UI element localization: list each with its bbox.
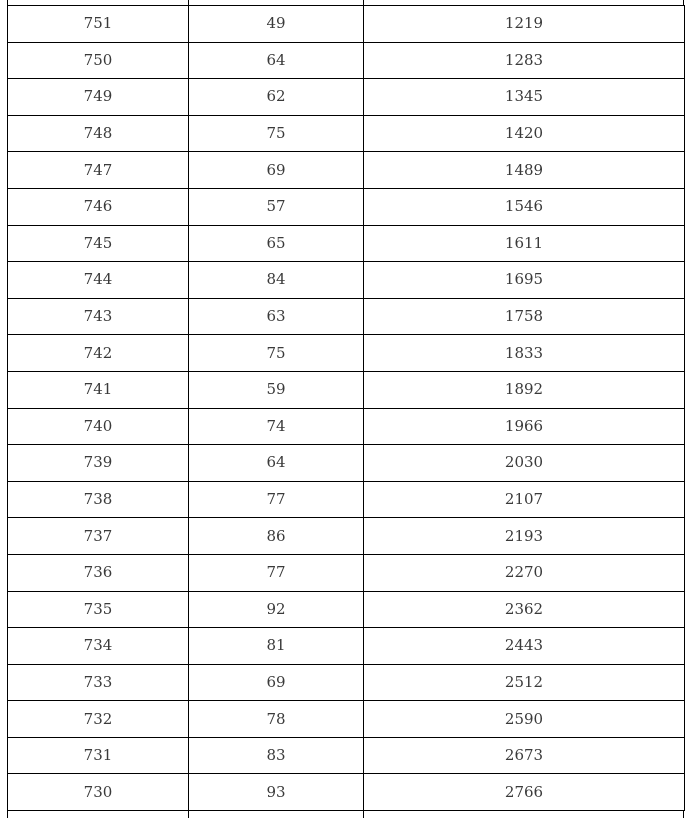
- count-cell: 69: [189, 152, 364, 189]
- count-cell: 77: [189, 481, 364, 518]
- score-cell: 748: [8, 115, 189, 152]
- cumulative-cell: 2107: [364, 481, 685, 518]
- score-cell: 746: [8, 188, 189, 225]
- count-cell: 74: [189, 408, 364, 445]
- table-bottom-stub: [7, 810, 684, 818]
- cumulative-cell: 2590: [364, 701, 685, 738]
- table-row: [8, 335, 685, 372]
- table-row: [8, 408, 685, 445]
- score-cell: 732: [8, 701, 189, 738]
- count-cell: 64: [189, 42, 364, 79]
- cumulative-cell: 2673: [364, 737, 685, 774]
- score-cell: 741: [8, 371, 189, 408]
- cumulative-cell: 1892: [364, 371, 685, 408]
- score-table-container: [7, 5, 684, 811]
- cumulative-cell: 2030: [364, 445, 685, 482]
- cumulative-cell: 2766: [364, 774, 685, 811]
- score-cell: 740: [8, 408, 189, 445]
- score-cell: 743: [8, 298, 189, 335]
- cumulative-cell: 1546: [364, 188, 685, 225]
- table-row: [8, 591, 685, 628]
- count-cell: 64: [189, 445, 364, 482]
- score-table-body: [8, 6, 685, 811]
- cumulative-cell: 1420: [364, 115, 685, 152]
- score-cell: 733: [8, 664, 189, 701]
- score-cell: 749: [8, 79, 189, 116]
- cumulative-cell: 1966: [364, 408, 685, 445]
- score-cell: 744: [8, 262, 189, 299]
- count-cell: 83: [189, 737, 364, 774]
- count-cell: 59: [189, 371, 364, 408]
- cumulative-cell: 2512: [364, 664, 685, 701]
- table-row: [8, 79, 685, 116]
- count-cell: 49: [189, 6, 364, 43]
- score-cell: 731: [8, 737, 189, 774]
- cumulative-cell: 1695: [364, 262, 685, 299]
- table-row: [8, 701, 685, 738]
- table-row: [8, 6, 685, 43]
- score-cell: 735: [8, 591, 189, 628]
- count-cell: 81: [189, 628, 364, 665]
- table-row: [8, 445, 685, 482]
- table-row: [8, 628, 685, 665]
- score-cell: 751: [8, 6, 189, 43]
- table-row: [8, 518, 685, 555]
- table-row: [8, 298, 685, 335]
- count-cell: 75: [189, 335, 364, 372]
- count-cell: 65: [189, 225, 364, 262]
- table-row: [8, 664, 685, 701]
- table-row: [8, 42, 685, 79]
- cumulative-cell: 1611: [364, 225, 685, 262]
- score-cell: 745: [8, 225, 189, 262]
- score-cell: 737: [8, 518, 189, 555]
- cumulative-cell: 1489: [364, 152, 685, 189]
- score-cell: 750: [8, 42, 189, 79]
- cumulative-cell: 1345: [364, 79, 685, 116]
- count-cell: 63: [189, 298, 364, 335]
- count-cell: 92: [189, 591, 364, 628]
- table-row: [8, 188, 685, 225]
- cumulative-cell: 2270: [364, 554, 685, 591]
- cumulative-cell: 1219: [364, 6, 685, 43]
- table-row: [8, 371, 685, 408]
- score-cell: 738: [8, 481, 189, 518]
- table-row: [8, 737, 685, 774]
- cumulative-cell: 1833: [364, 335, 685, 372]
- score-cell: 734: [8, 628, 189, 665]
- count-cell: 78: [189, 701, 364, 738]
- count-cell: 62: [189, 79, 364, 116]
- count-cell: 84: [189, 262, 364, 299]
- cumulative-cell: 2443: [364, 628, 685, 665]
- count-cell: 57: [189, 188, 364, 225]
- count-cell: 75: [189, 115, 364, 152]
- table-row: [8, 774, 685, 811]
- table-row: [8, 554, 685, 591]
- count-cell: 93: [189, 774, 364, 811]
- cumulative-cell: 1758: [364, 298, 685, 335]
- score-cell: 736: [8, 554, 189, 591]
- table-row: [8, 152, 685, 189]
- score-cell: 747: [8, 152, 189, 189]
- score-table: [7, 5, 685, 811]
- table-row: [8, 115, 685, 152]
- score-cell: 742: [8, 335, 189, 372]
- count-cell: 86: [189, 518, 364, 555]
- score-cell: 730: [8, 774, 189, 811]
- table-row: [8, 262, 685, 299]
- count-cell: 77: [189, 554, 364, 591]
- cumulative-cell: 2362: [364, 591, 685, 628]
- count-cell: 69: [189, 664, 364, 701]
- score-cell: 739: [8, 445, 189, 482]
- table-row: [8, 481, 685, 518]
- cumulative-cell: 2193: [364, 518, 685, 555]
- cumulative-cell: 1283: [364, 42, 685, 79]
- table-row: [8, 225, 685, 262]
